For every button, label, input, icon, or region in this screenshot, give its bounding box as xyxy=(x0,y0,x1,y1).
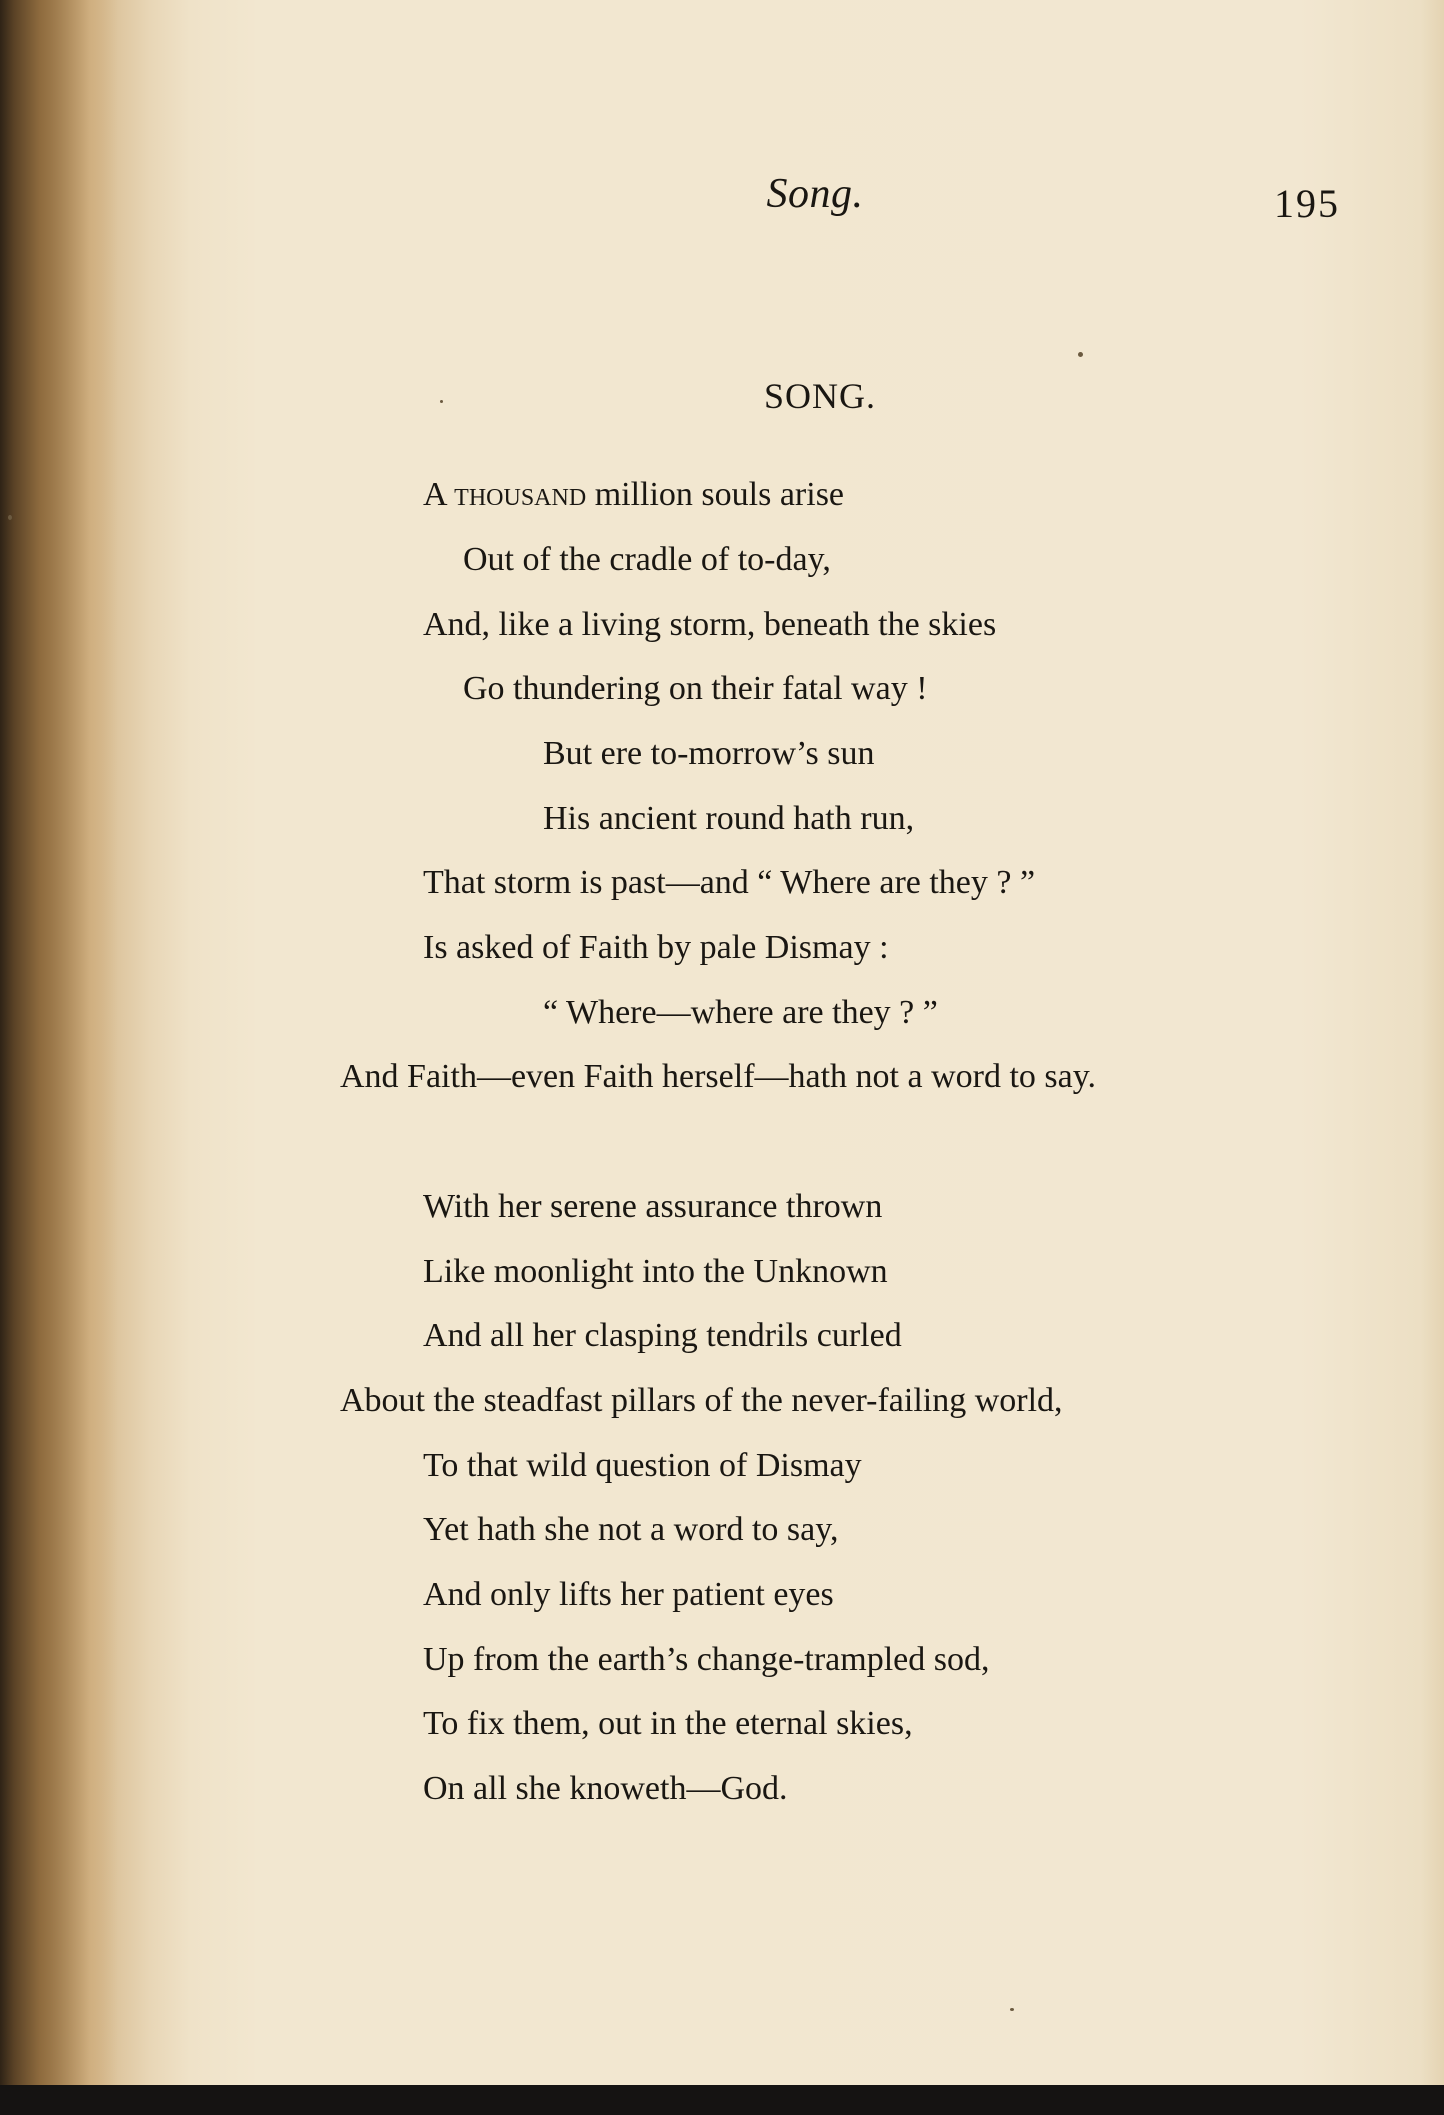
poem-line: Like moonlight into the Unknown xyxy=(423,1253,888,1290)
paper-speck xyxy=(1078,352,1083,357)
poem-line: That storm is past—and “ Where are they ? ” xyxy=(423,864,1036,901)
poem-line: To that wild question of Dismay xyxy=(423,1447,862,1484)
poem-line: But ere to-morrow’s sun xyxy=(543,735,875,772)
first-line-rest: million souls arise xyxy=(586,476,845,513)
book-gutter-shadow xyxy=(0,0,118,2085)
poem-line: About the steadfast pillars of the never-failing world, xyxy=(340,1382,1063,1419)
poem-line: His ancient round hath run, xyxy=(543,800,915,837)
poem-line: And all her clasping tendrils curled xyxy=(423,1317,902,1354)
poem-line: Yet hath she not a word to say, xyxy=(423,1511,839,1548)
poem-line: Is asked of Faith by pale Dismay : xyxy=(423,929,889,966)
running-title: Song. xyxy=(766,171,864,217)
poem-line xyxy=(423,475,844,515)
poem-line: To fix them, out in the eternal skies, xyxy=(423,1705,913,1742)
first-word-small-caps: A thousand xyxy=(423,476,587,513)
poem-line: And only lifts her patient eyes xyxy=(423,1576,834,1613)
poem-line: Go thundering on their fatal way ! xyxy=(463,670,928,707)
poem-line: Up from the earth’s change-trampled sod, xyxy=(423,1641,990,1678)
paper-speck xyxy=(1010,2008,1014,2011)
scan-bottom-edge xyxy=(0,2085,1444,2115)
poem-line: With her serene assurance thrown xyxy=(423,1188,883,1225)
poem-line: “ Where—where are they ? ” xyxy=(543,994,938,1031)
poem-line: Out of the cradle of to-day, xyxy=(463,541,831,578)
paper-speck xyxy=(8,515,12,520)
poem-line: On all she knoweth—God. xyxy=(423,1770,788,1807)
page-number: 195 xyxy=(1274,181,1340,226)
paper-speck xyxy=(440,400,443,403)
poem-line: And, like a living storm, beneath the skies xyxy=(423,606,997,643)
poem-line: And Faith—even Faith herself—hath not a word to say. xyxy=(340,1058,1097,1095)
poem-title: SONG. xyxy=(763,376,876,416)
